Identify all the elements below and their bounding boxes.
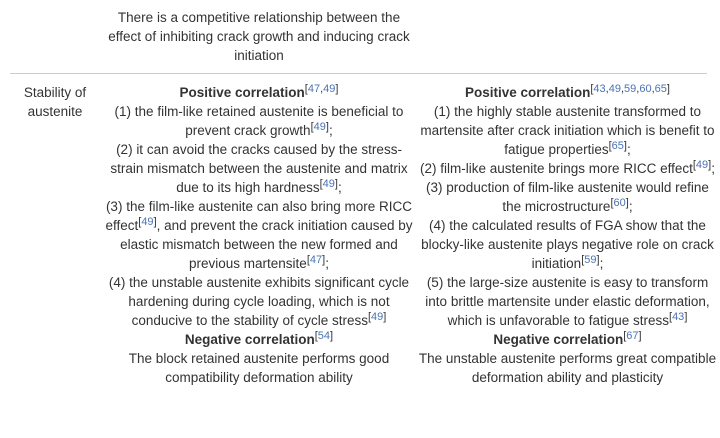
cell-empty bbox=[10, 8, 100, 65]
citation-refs: [43] bbox=[669, 311, 688, 323]
text-run: The block retained austenite performs good compatibility deformation ability bbox=[128, 351, 390, 385]
text-run: ; bbox=[325, 256, 329, 271]
paragraph bbox=[100, 349, 418, 387]
paragraph bbox=[100, 330, 418, 349]
citation-link[interactable]: 47 bbox=[309, 254, 323, 266]
citation-link[interactable]: 49 bbox=[313, 121, 326, 133]
citation-refs: [59] bbox=[581, 254, 600, 266]
citation-link[interactable]: 59 bbox=[624, 83, 637, 95]
citation-link[interactable]: 47 bbox=[307, 83, 321, 95]
text-run: (5) the large-size austenite is easy to transform into brittle martensite under elastic deformation, which is unfavorable to fatigue stress bbox=[425, 275, 710, 328]
text-run: (4) the calculated results of FGA show that the blocky-like austenite plays negative role on crack initiation bbox=[421, 218, 714, 271]
citation-refs: [60] bbox=[610, 197, 629, 209]
correlation-heading: Negative correlation bbox=[184, 332, 315, 347]
text-run: (2) it can avoid the cracks caused by the stress-strain mismatch between the austenite and matrix due to its high hardness bbox=[110, 142, 408, 195]
text-run: (1) the film-like retained austenite is beneficial to prevent crack growth bbox=[114, 104, 404, 138]
text-run: (4) the unstable austenite exhibits significant cycle hardening during cycle loading, which is not conducive to the stability of cycle stress bbox=[108, 275, 410, 328]
text-run: , and prevent the crack initiation caused by elastic mismatch between the new formed and previous martensite bbox=[120, 218, 413, 271]
text-run: ; bbox=[628, 199, 633, 214]
paragraph bbox=[100, 83, 418, 102]
paragraph bbox=[418, 273, 717, 330]
citation-refs: [65] bbox=[608, 140, 627, 152]
citation-link[interactable]: 49 bbox=[371, 311, 384, 323]
citation-refs: [47,49] bbox=[304, 83, 339, 95]
paragraph bbox=[418, 159, 717, 178]
cell-empty bbox=[418, 8, 717, 65]
citation-refs: [49] bbox=[138, 216, 157, 228]
citation-refs: [49] bbox=[692, 159, 712, 171]
paragraph bbox=[100, 273, 418, 330]
citation-link[interactable]: 49 bbox=[323, 83, 336, 95]
paragraph bbox=[418, 102, 717, 159]
correlation-heading: Negative correlation bbox=[493, 332, 624, 347]
cell-crack-growth-inhibition-column bbox=[100, 83, 418, 387]
text-run: There is a competitive relationship between the effect of inhibiting crack growth and inducing crack initiation bbox=[108, 10, 410, 63]
text-run: (3) production of film-like austenite would refine the microstructure bbox=[426, 180, 709, 214]
text-run: (3) the film-like austenite can also bring more RICC effect bbox=[105, 199, 413, 233]
paragraph bbox=[100, 197, 418, 273]
citation-refs: [49] bbox=[319, 178, 338, 190]
text-run: ; bbox=[599, 256, 604, 271]
paragraph bbox=[418, 216, 717, 273]
paragraph bbox=[100, 8, 418, 65]
paragraph bbox=[100, 102, 418, 140]
paragraph bbox=[418, 330, 717, 349]
cell-competitive-relationship-note bbox=[100, 8, 418, 65]
citation-link[interactable]: 65 bbox=[611, 140, 624, 152]
paragraph bbox=[418, 349, 717, 387]
text-run: ; bbox=[711, 161, 715, 176]
correlation-heading: Positive correlation bbox=[465, 85, 591, 100]
correlation-heading: Positive correlation bbox=[179, 85, 305, 100]
citation-refs: [47] bbox=[306, 254, 326, 266]
text-run: The unstable austenite performs great compatible deformation ability and plasticity bbox=[418, 351, 717, 385]
table-row bbox=[10, 0, 707, 73]
citation-link[interactable]: 49 bbox=[608, 83, 621, 95]
citation-link[interactable]: 54 bbox=[317, 330, 331, 342]
citation-link[interactable]: 59 bbox=[584, 254, 597, 266]
paragraph bbox=[100, 140, 418, 197]
text-run: ; bbox=[626, 142, 631, 157]
citation-refs: [49] bbox=[367, 311, 387, 323]
citation-refs: [54] bbox=[314, 330, 334, 342]
citation-link[interactable]: 49 bbox=[695, 159, 709, 171]
citation-link[interactable]: 60 bbox=[639, 83, 652, 95]
citation-refs: [49] bbox=[310, 121, 329, 133]
table-row bbox=[10, 74, 717, 387]
paragraph bbox=[10, 83, 100, 121]
citation-link[interactable]: 43 bbox=[593, 83, 606, 95]
text-run: Stability of austenite bbox=[23, 85, 87, 119]
text-run: ; bbox=[328, 123, 333, 138]
citation-link[interactable]: 49 bbox=[141, 216, 154, 228]
citation-link[interactable]: 65 bbox=[654, 83, 667, 95]
text-run: (1) the highly stable austenite transformed to martensite after crack initiation which is benefit to fatigue properties bbox=[420, 104, 715, 157]
cell-row-label-stability-of-austenite bbox=[10, 83, 100, 387]
text-run: ; bbox=[337, 180, 342, 195]
cell-crack-initiation-column bbox=[418, 83, 717, 387]
citation-link[interactable]: 49 bbox=[322, 178, 335, 190]
citation-link[interactable]: 60 bbox=[613, 197, 626, 209]
text-run: (2) film-like austenite brings more RICC effect bbox=[420, 161, 693, 176]
citation-refs: [67] bbox=[623, 330, 642, 342]
paragraph bbox=[418, 83, 717, 102]
paragraph bbox=[418, 178, 717, 216]
citation-link[interactable]: 67 bbox=[626, 330, 639, 342]
citation-refs: [43,49,59,60,65] bbox=[590, 83, 670, 95]
citation-link[interactable]: 43 bbox=[672, 311, 685, 323]
